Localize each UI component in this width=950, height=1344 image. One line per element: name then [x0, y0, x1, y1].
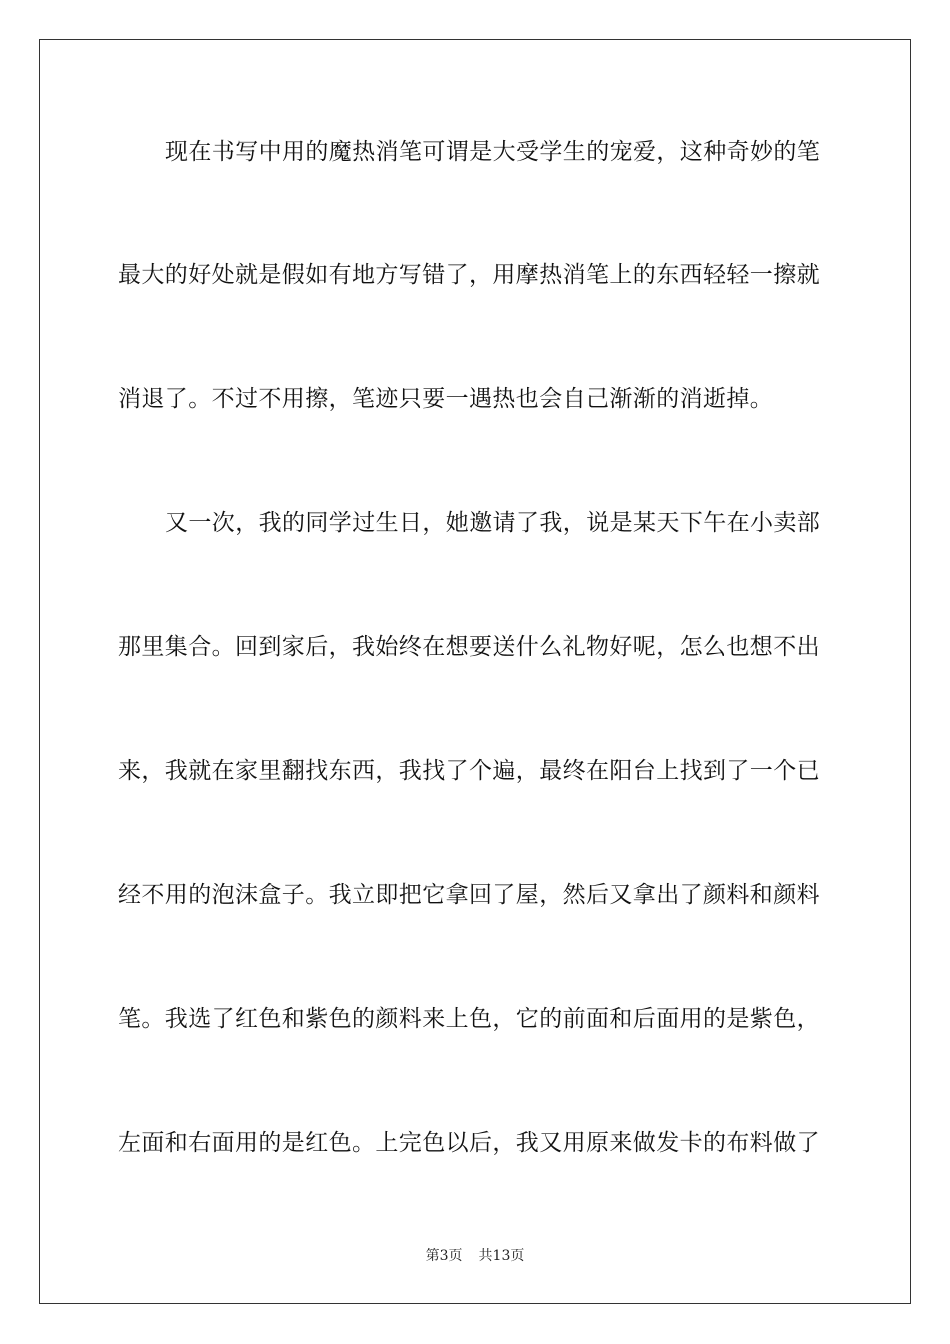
page-footer [0, 1247, 950, 1265]
paragraph-2-line-2: 那里集合。回到家后，我始终在想要送什么礼物好呢，怎么也想不出 [118, 634, 820, 660]
paragraph-2-line-6: 左面和右面用的是红色。上完色以后，我又用原来做发卡的布料做了 [118, 1130, 820, 1156]
page-total: 共13页 [478, 1248, 525, 1264]
paragraph-2-line-3: 来，我就在家里翻找东西，我找了个遍，最终在阳台上找到了一个已 [118, 758, 820, 784]
paragraph-1-line-3: 消退了。不过不用擦，笔迹只要一遇热也会自己渐渐的消逝掉。 [118, 386, 774, 412]
paragraph-2-line-1: 又一次，我的同学过生日，她邀请了我，说是某天下午在小卖部 [165, 510, 821, 536]
paragraph-2-line-4: 经不用的泡沫盒子。我立即把它拿回了屋，然后又拿出了颜料和颜料 [118, 882, 820, 908]
page-border [39, 39, 911, 1304]
paragraph-1-line-1: 现在书写中用的魔热消笔可谓是大受学生的宠爱，这种奇妙的笔 [165, 139, 821, 165]
paragraph-1-line-2: 最大的好处就是假如有地方写错了，用摩热消笔上的东西轻轻一擦就 [118, 262, 820, 288]
page-number: 第3页 [425, 1248, 463, 1264]
paragraph-2-line-5: 笔。我选了红色和紫色的颜料来上色，它的前面和后面用的是紫色， [118, 1006, 820, 1032]
